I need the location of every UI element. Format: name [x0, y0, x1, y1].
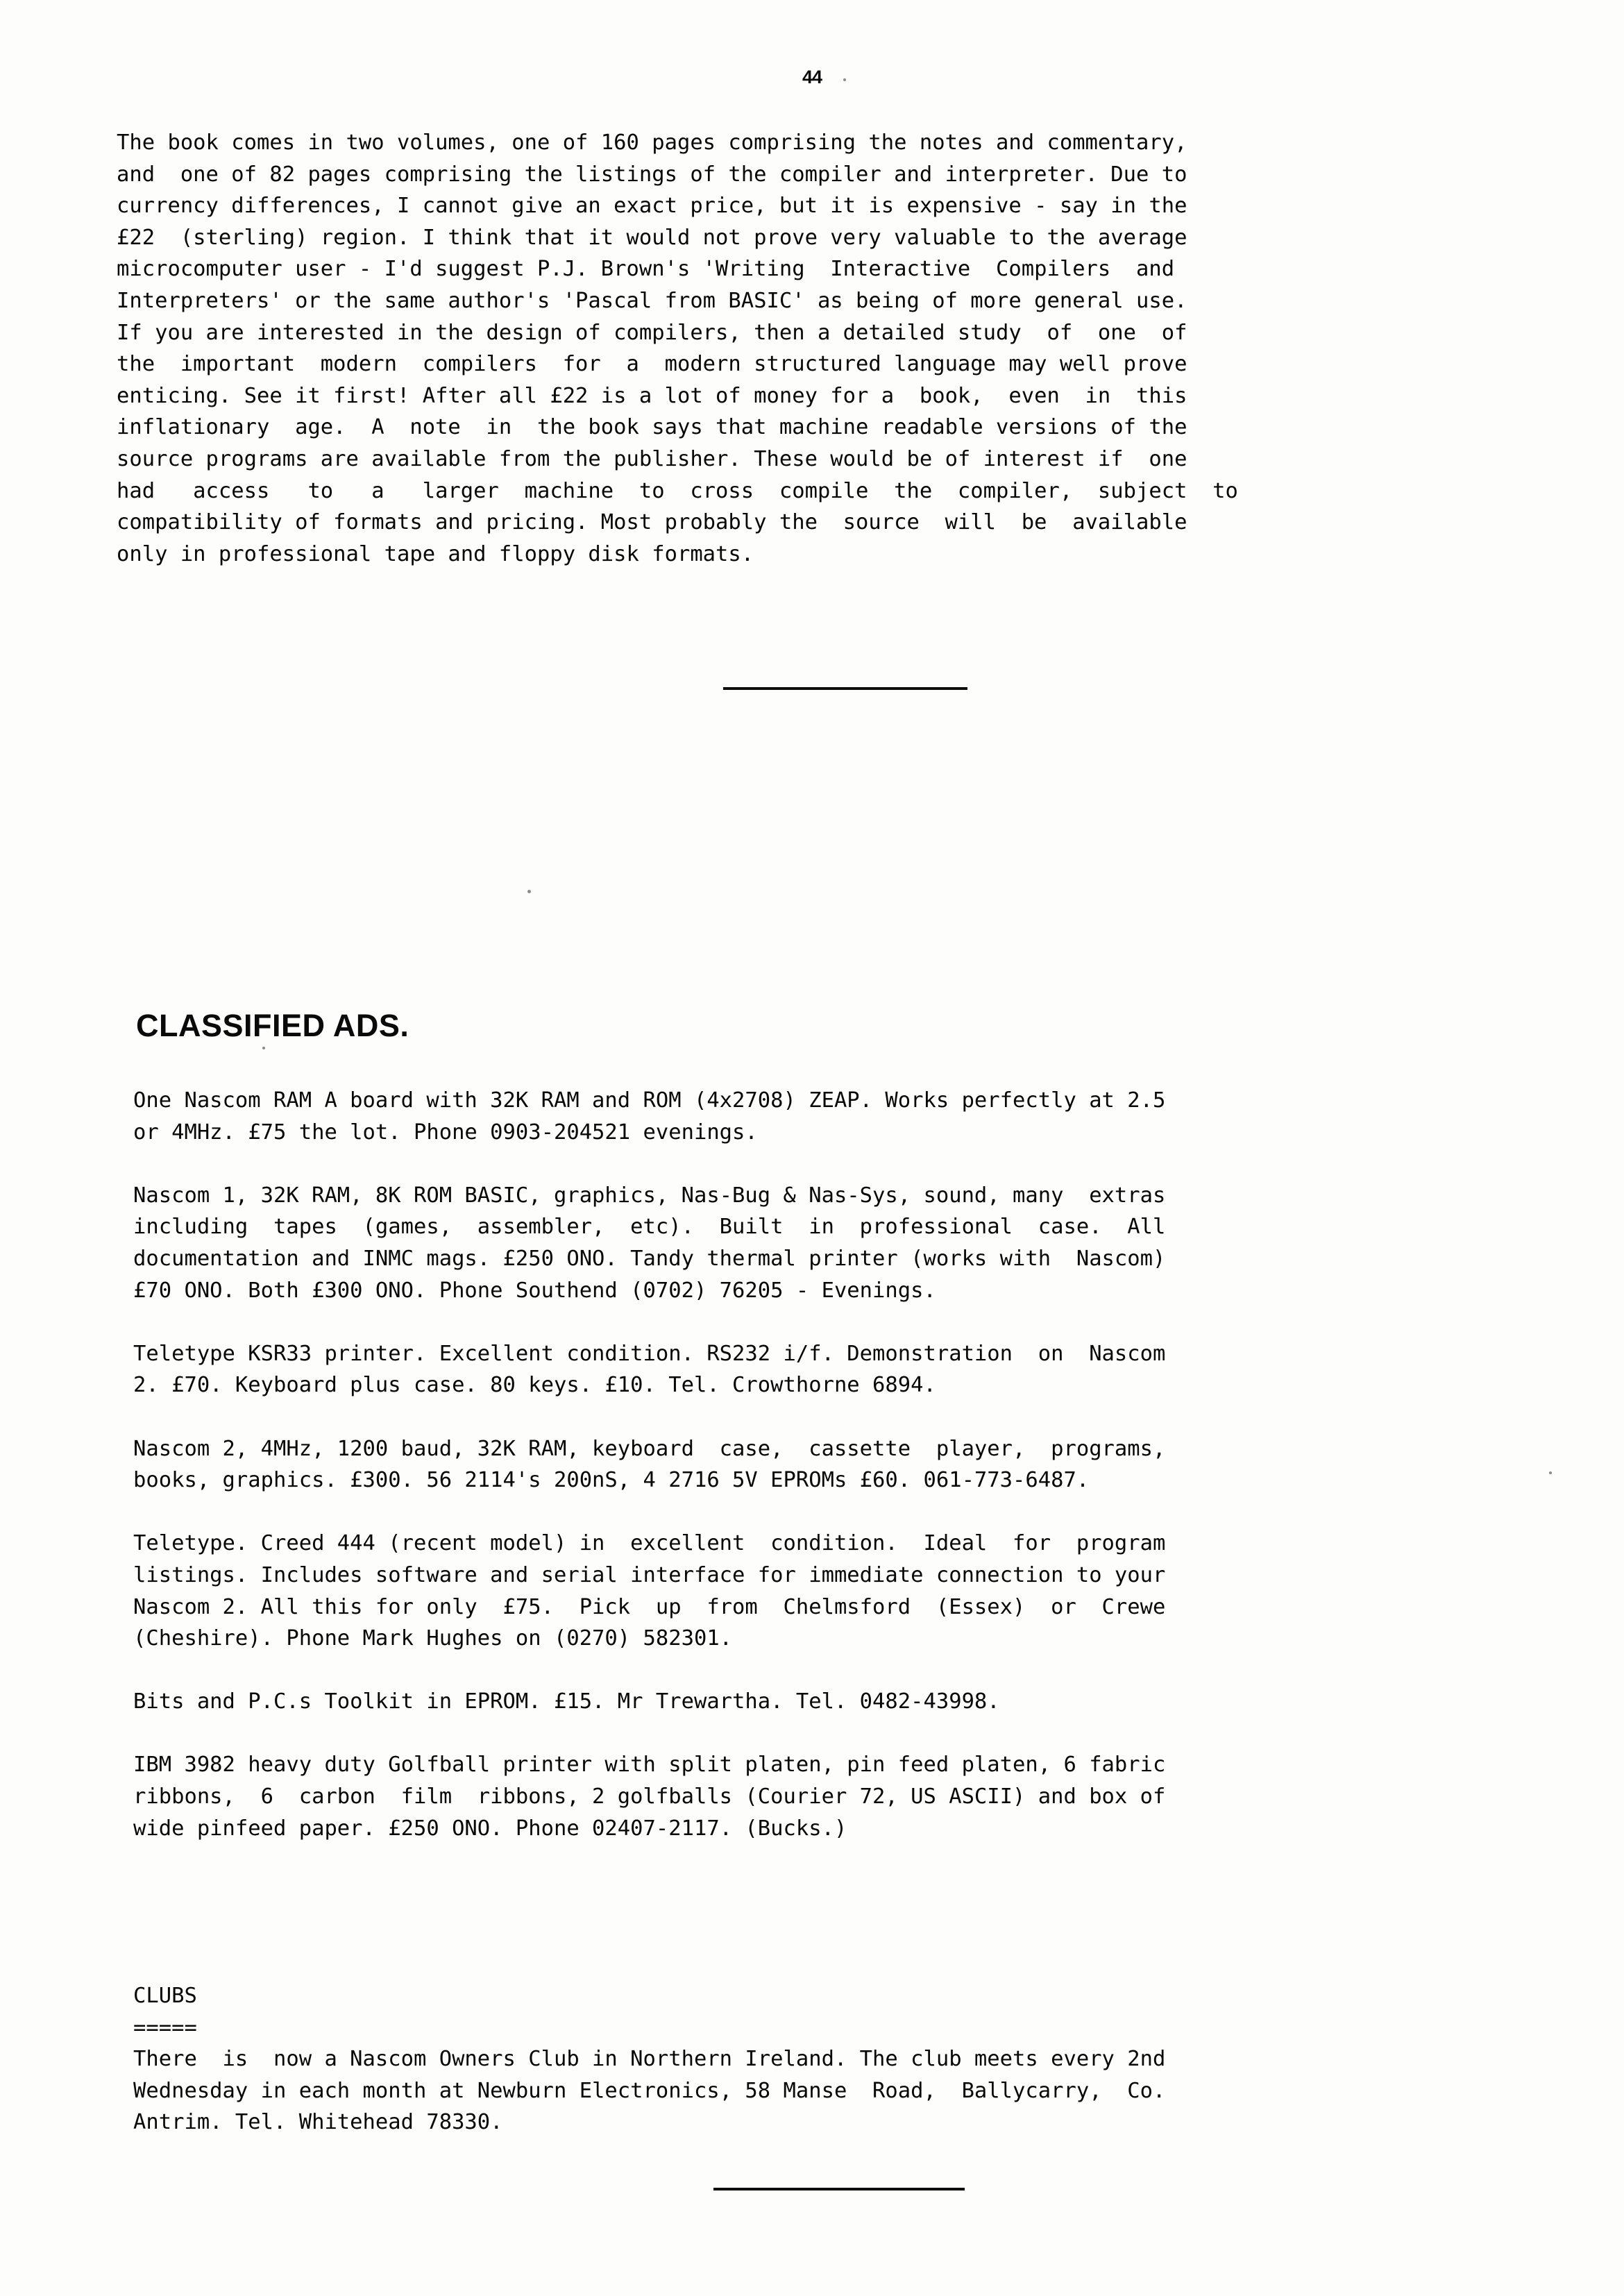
- review-line: source programs are available from the publisher. These would be of interest if one: [117, 446, 1187, 471]
- ad-ibm-3982: [133, 1749, 1534, 1844]
- section-divider-top: [723, 687, 967, 690]
- ad-line: documentation and INMC mags. £250 ONO. Tandy thermal printer (works with Nascom): [133, 1246, 1166, 1271]
- clubs-line: Antrim. Tel. Whitehead 78330.: [133, 2110, 503, 2135]
- clubs-section: [133, 1980, 1534, 2138]
- ad-line: ribbons, 6 carbon film ribbons, 2 golfballs (Courier 72, US ASCII) and box of: [133, 1784, 1166, 1809]
- review-line: currency differences, I cannot give an exact price, but it is expensive - say in the: [117, 194, 1187, 219]
- ad-line: or 4MHz. £75 the lot. Phone 0903-204521 evenings.: [133, 1120, 758, 1145]
- ad-nascom-1: [133, 1180, 1534, 1306]
- review-line: £22 (sterling) region. I think that it would not prove very valuable to the average: [117, 225, 1187, 250]
- review-line: had access to a larger machine to cross compile the compiler, subject to: [117, 478, 1238, 503]
- review-line: the important modern compilers for a modern structured language may well prove: [117, 352, 1187, 377]
- classified-ads-heading: CLASSIFIED ADS.: [136, 1008, 409, 1043]
- clubs-line: There is now a Nascom Owners Club in Northern Ireland. The club meets every 2nd: [133, 2047, 1166, 2072]
- page-number: 44: [802, 67, 822, 87]
- ad-line: One Nascom RAM A board with 32K RAM and ROM (4x2708) ZEAP. Works perfectly at 2.5: [133, 1088, 1166, 1113]
- ad-line: Teletype. Creed 444 (recent model) in excellent condition. Ideal for program: [133, 1531, 1166, 1556]
- ad-bits-and-pcs-toolkit: [133, 1686, 1534, 1718]
- ad-line: Teletype KSR33 printer. Excellent condition. RS232 i/f. Demonstration on Nascom: [133, 1341, 1166, 1366]
- ad-line: (Cheshire). Phone Mark Hughes on (0270) 582301.: [133, 1626, 733, 1651]
- clubs-line: Wednesday in each month at Newburn Electronics, 58 Manse Road, Ballycarry, Co.: [133, 2078, 1166, 2103]
- scan-speck: [843, 78, 846, 81]
- ad-line: Bits and P.C.s Toolkit in EPROM. £15. Mr Trewartha. Tel. 0482-43998.: [133, 1689, 1000, 1714]
- classified-ads-list: [133, 1085, 1534, 1876]
- ad-line: Nascom 2. All this for only £75. Pick up from Chelmsford (Essex) or Crewe: [133, 1594, 1166, 1619]
- review-line: microcomputer user - I'd suggest P.J. Brown's 'Writing Interactive Compilers and: [117, 257, 1175, 282]
- ad-line: Nascom 1, 32K RAM, 8K ROM BASIC, graphics, Nas-Bug & Nas-Sys, sound, many extras: [133, 1183, 1166, 1208]
- review-line: If you are interested in the design of compilers, then a detailed study of one of: [117, 320, 1187, 345]
- clubs-heading-underline: =====: [133, 2015, 197, 2040]
- scan-speck: [262, 1047, 265, 1049]
- scan-speck: [527, 890, 531, 893]
- review-line: and one of 82 pages comprising the listings of the compiler and interpreter. Due to: [117, 162, 1187, 187]
- ad-teletype-creed-444: [133, 1528, 1534, 1654]
- ad-line: wide pinfeed paper. £250 ONO. Phone 02407-2117. (Bucks.): [133, 1816, 847, 1841]
- review-line: only in professional tape and floppy disk formats.: [117, 541, 754, 566]
- ad-nascom-ram-a: [133, 1085, 1534, 1148]
- ad-line: £70 ONO. Both £300 ONO. Phone Southend (0702) 76205 - Evenings.: [133, 1278, 936, 1303]
- ad-line: listings. Includes software and serial interface for immediate connection to your: [133, 1562, 1166, 1587]
- ad-line: Nascom 2, 4MHz, 1200 baud, 32K RAM, keyboard case, cassette player, programs,: [133, 1436, 1166, 1461]
- review-line: Interpreters' or the same author's 'Pascal from BASIC' as being of more general use.: [117, 288, 1187, 313]
- clubs-heading: CLUBS: [133, 1984, 197, 2008]
- article-body: [117, 127, 1531, 570]
- review-line: The book comes in two volumes, one of 160 pages comprising the notes and commentary,: [117, 130, 1187, 155]
- ad-line: IBM 3982 heavy duty Golfball printer with split platen, pin feed platen, 6 fabric: [133, 1753, 1166, 1778]
- review-line: enticing. See it first! After all £22 is a lot of money for a book, even in this: [117, 383, 1187, 408]
- review-line: compatibility of formats and pricing. Most probably the source will be available: [117, 510, 1187, 535]
- ad-line: 2. £70. Keyboard plus case. 80 keys. £10. Tel. Crowthorne 6894.: [133, 1373, 936, 1398]
- ad-line: including tapes (games, assembler, etc). Built in professional case. All: [133, 1215, 1166, 1240]
- review-paragraph: [117, 127, 1531, 570]
- ad-nascom-2: [133, 1433, 1534, 1496]
- review-line: inflationary age. A note in the book says that machine readable versions of the: [117, 415, 1187, 440]
- section-divider-bottom: [713, 2188, 965, 2191]
- ad-line: books, graphics. £300. 56 2114's 200nS, 4 2716 5V EPROMs £60. 061-773-6487.: [133, 1468, 1090, 1493]
- scan-speck: [1549, 1471, 1552, 1474]
- ad-teletype-ksr33: [133, 1338, 1534, 1401]
